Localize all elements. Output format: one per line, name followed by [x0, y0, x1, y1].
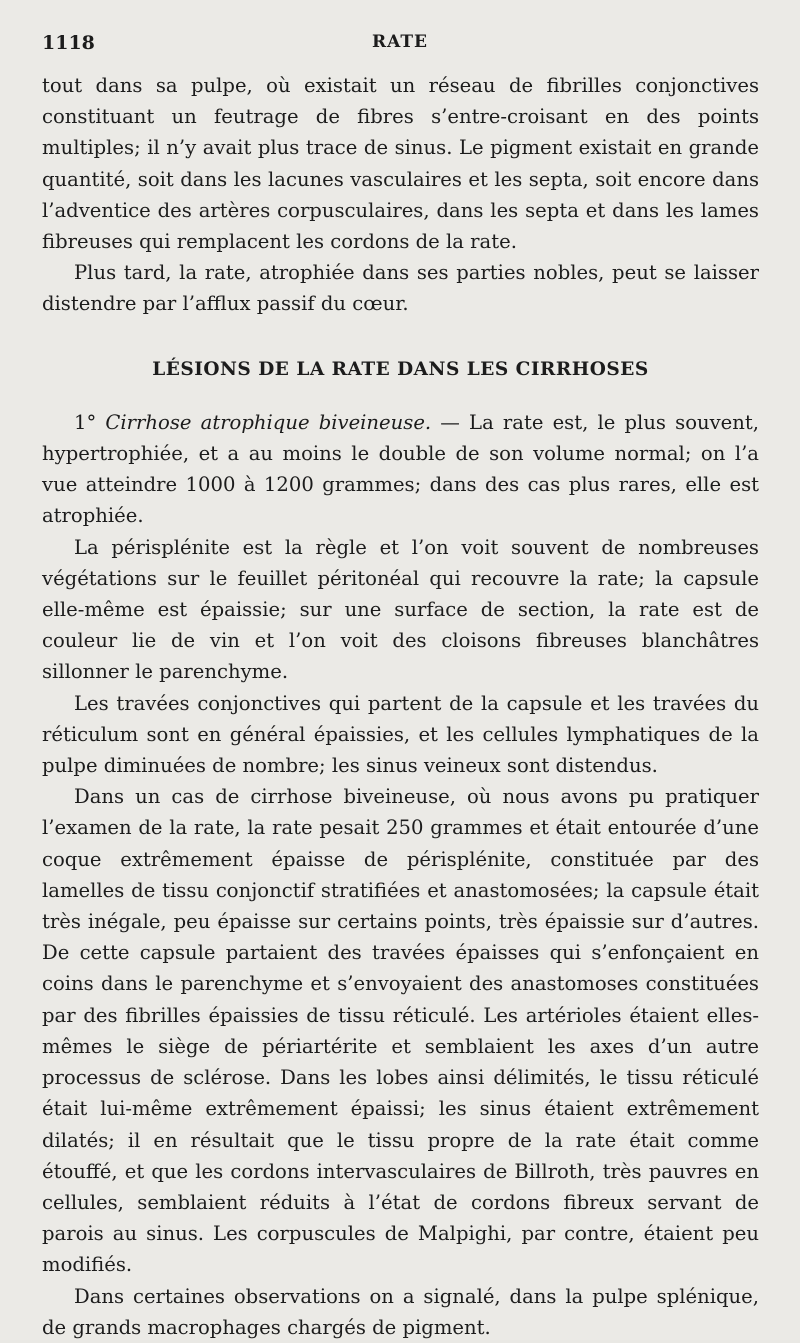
paragraph: Dans certaines observations on a signalé, dans la pulpe splénique, de grands macrophages chargés de pigment. [42, 1284, 759, 1339]
subsection-text: — La rate est, le plus souvent, hypertrophiée, et a au moins le double de son volume normal; on l’a vue atteindre 1000 à 1200 grammes; dans des cas plus rares, elle est atrophiée. [42, 410, 759, 528]
paragraph: Plus tard, la rate, atrophiée dans ses parties nobles, peut se laisser distendre par l’afflux passif du cœur. [42, 261, 759, 316]
page-number: 1118 [42, 32, 95, 54]
subsection-paragraph [42, 407, 759, 532]
paragraph: Les travées conjonctives qui partent de la capsule et les travées du réticulum sont en général épaissies, et les cellules lymphatiques de la pulpe diminuées de nombre; les sinus veineux sont distendus. [42, 691, 759, 778]
page-header [42, 32, 758, 62]
paragraph: Dans un cas de cirrhose biveineuse, où nous avons pu pratiquer l’examen de la rate, la rate pesait 250 grammes et était entourée d’une coque extrêmement épaisse de périsplénite, constituée par des lamelles de tissu conjonctif stratifiées et anastomosées; la capsule était très inégale, peu épaisse sur certains points, très épaissie sur d’autres. De cette capsule partaient des travées épaisses qui s’enfonçaient en coins dans le parenchyme et s’envoyaient des anastomoses constituées par des fibrilles épaissies de tissu réticulé. Les artérioles étaient elles-mêmes le siège de périartérite et semblaient les axes d’un autre processus de sclérose. Dans les lobes ainsi délimités, le tissu réticulé était lui-même extrêmement épaissi; les sinus étaient extrêmement dilatés; il en résultait que le tissu propre de la rate était comme étouffé, et que les cordons intervasculaires de Billroth, très pauvres en cellules, semblaient réduits à l’état de cordons fibreux servant de parois au sinus. Les corpuscules de Malpighi, par contre, étaient peu modifiés. [42, 785, 759, 1277]
subsection-title: Cirrhose atrophique biveineuse. [105, 410, 432, 434]
page-body [42, 70, 759, 1343]
subsection-number: 1° [74, 410, 97, 434]
running-head: RATE [372, 32, 428, 52]
paragraph: La périsplénite est la règle et l’on voit souvent de nombreuses végétations sur le feuillet péritonéal qui recouvre la rate; la capsule elle-même est épaissie; sur une surface de section, la rate est de couleur lie de vin et l’on voit des cloisons fibreuses blanchâtres sillonner le parenchyme. [42, 535, 759, 684]
paragraph-continued: tout dans sa pulpe, où existait un réseau de fibrilles conjonctives constituant un feutrage de fibres s’entre-croisant en des points multiples; il n’y avait plus trace de sinus. Le pigment existait en grande quantité, soit dans les lacunes vasculaires et les septa, soit encore dans l’adventice des artères corpusculaires, dans les septa et dans les lames fibreuses qui remplacent les cordons de la rate. [42, 74, 759, 254]
section-heading: LÉSIONS DE LA RATE DANS LES CIRRHOSES [152, 358, 649, 380]
